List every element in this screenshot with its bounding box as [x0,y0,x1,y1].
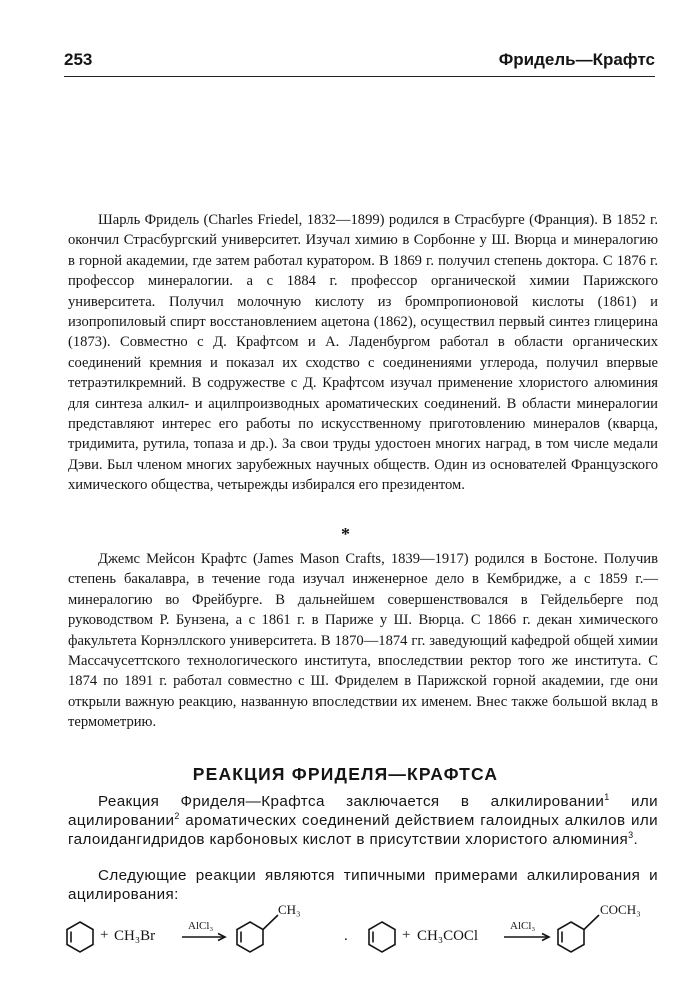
section-title: РЕАКЦИЯ ФРИДЕЛЯ—КРАФТСА [192,764,499,784]
equation-divider: . [344,928,348,944]
catalyst-label-1: AlCl₃ [188,920,214,932]
reagent-methyl-bromide: CH₃Br [114,928,156,944]
running-head: Фридель—Крафтс [498,50,655,69]
reaction-text-4: . [633,831,639,849]
section-separator: * [341,524,350,544]
product-acetyl-group: COCH₃ [600,902,641,917]
reaction-equations [64,902,674,972]
product-methyl-group: CH₃ [278,902,301,917]
catalyst-label-2: AlCl₃ [510,920,536,932]
footnote-3: 3 [628,830,634,841]
reaction-description [68,792,658,850]
crafts-biography: Джемс Мейсон Крафтс (James Mason Crafts, 1839—1917) родился в Бостоне. Получив степень бакалавра, в течение года изучал инженерное дело в Кембридже, а с 1859 г.—минералогию во Фрейбурге. В дальнейшем совершенствовался в Гейдельберге под руководством Р. Бунзена, а с 1861 г. в Париже у Ш. Вюрца. С 1866 г. декан химического факультета Корнэллского университета. В 1870—1874 гг. заведующий кафедрой общей химии Массачусеттского технологического института, впоследствии ректор того же института. С 1874 по 1891 г. работал совместно с Ш. Фриделем в Парижской горной академии, где они открыли важную реакцию, названную впоследствии их именем. Внес также большой вклад в термометрию. [68,551,658,731]
examples-intro: Следующие реакции являются типичными примерами алкилирования и ацилирования: [68,867,658,904]
reagent-acetyl-chloride: CH₃COCl [417,928,479,944]
reaction-text-2: или ацилировании [68,793,658,830]
equation-drawings [64,902,674,972]
plus-sign-2: + [402,927,411,943]
reaction-text-1: Реакция Фриделя—Крафтса заключается в алкилировании [98,793,605,810]
friedel-biography: Шарль Фридель (Charles Friedel, 1832—1899) родился в Страсбурге (Франция). В 1852 г. окончил Страсбургский университет. Изучал химию в Сорбонне у Ш. Вюрца и минералогию в горной академии, где затем работал куратором. В 1869 г. получил степень доктора. С 1876 г. профессор минералогии. а с 1884 г. профессор органической химии Парижского университета. Получил молочную кислоту из бромпропионовой кислоты (1861) и изопропиловый спирт восстановлением ацетона (1862), осуществил первый синтез глицерина (1873). Совместно с Д. Крафтсом и А. Ладенбургом работал в области органических соединений кремния и показал их сходство с соединениями углерода, получил впервые тетраэтилкремний. В содружестве с Д. Крафтсом изучал применение хлористого алюминия для синтеза алкил- и ацилпроизводных ароматических соединений. В области минералогии представляют интерес его работы по искусственному приготовлению минералов (кварца, тридимита, рутила, топаза и др.). За свои труды удостоен многих наград, в том числе медали Дэви. Был членом многих зарубежных научных обществ. Один из основателей Французского химического общества, четырежды избирался его президентом. [68,212,658,494]
footnote-2: 2 [174,811,180,822]
footnote-1: 1 [604,791,610,802]
reaction-text-3: ароматических соединений действием галоидных алкилов или галоидангидридов карбоновых кислот в присутствии хлористого алюминия [68,812,658,849]
plus-sign-1: + [100,927,109,943]
page-number: 253 [64,50,93,69]
